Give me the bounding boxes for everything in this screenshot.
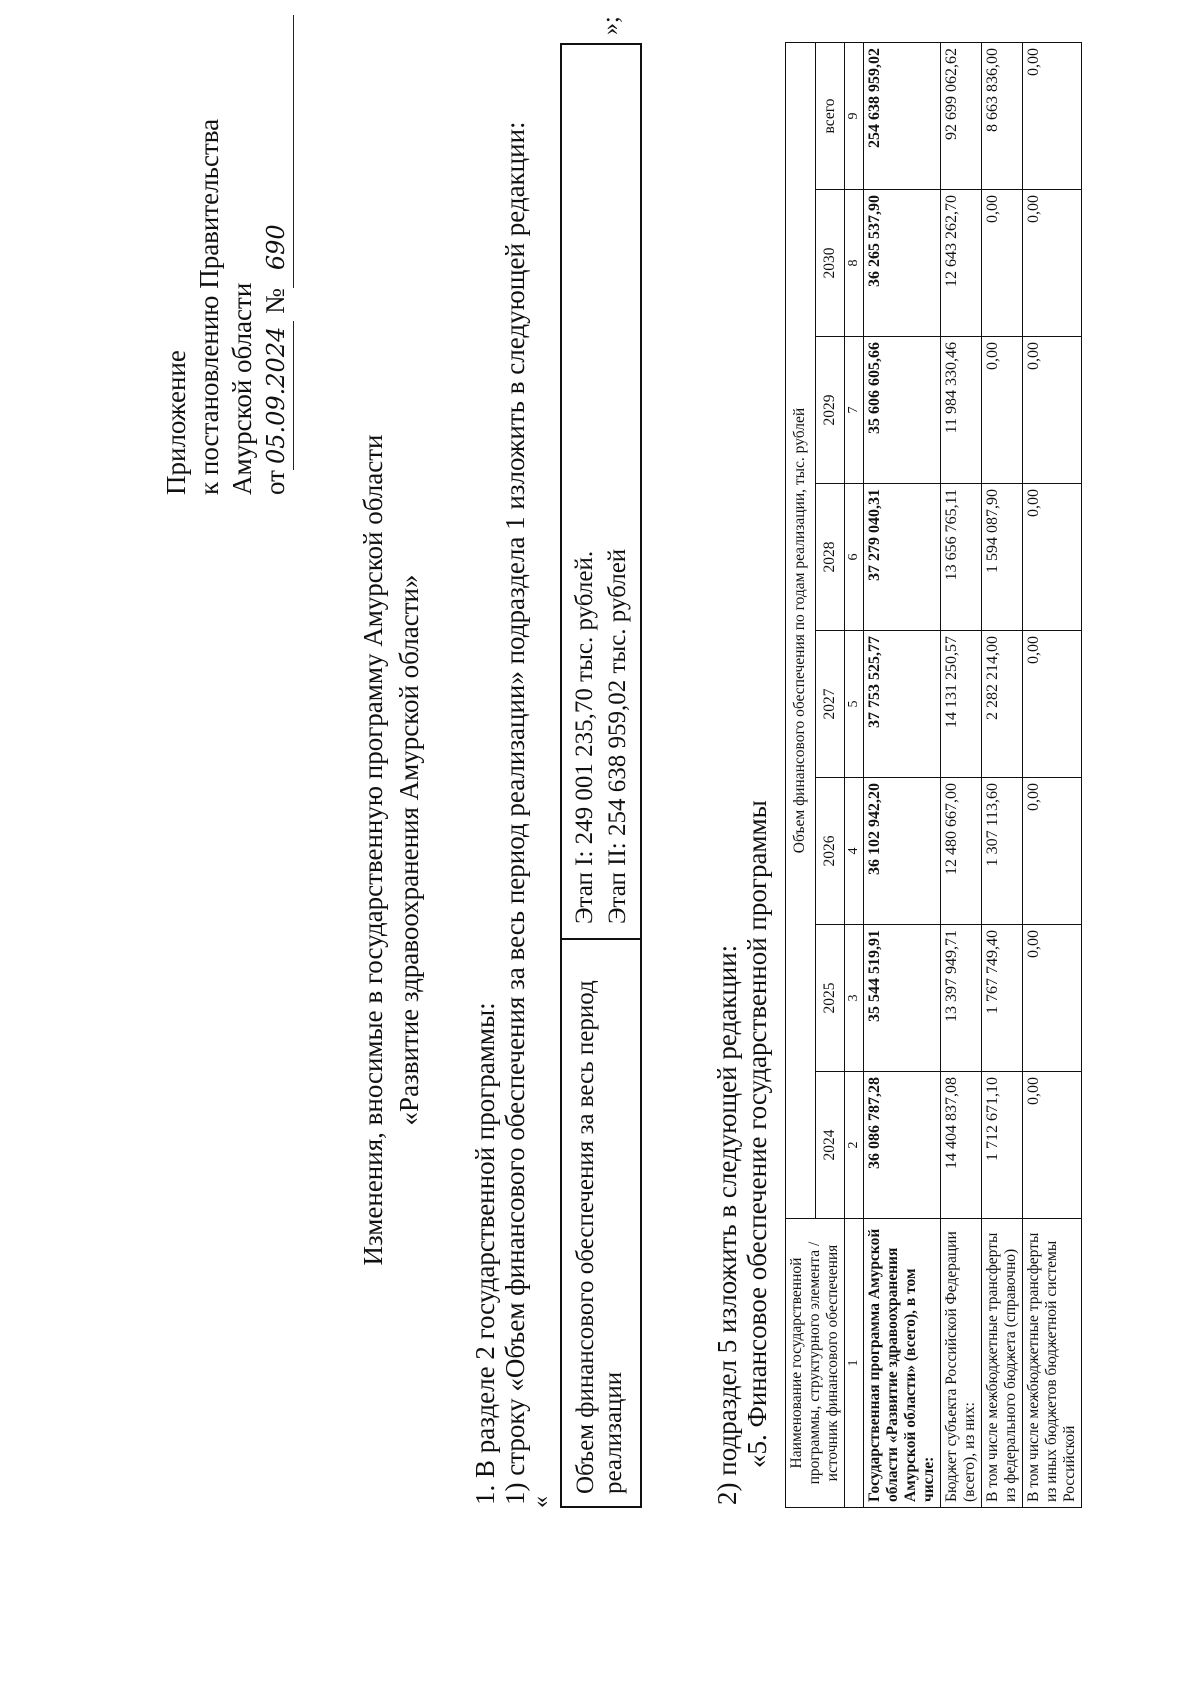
cell-value: 12 480 667,00 [941, 778, 982, 925]
col-index: 8 [845, 190, 864, 337]
cell-value: 0,00 [1023, 190, 1082, 337]
cell-value: 35 606 605,66 [864, 337, 941, 484]
year-2026: 2026 [815, 778, 845, 925]
cell-value: 92 699 062,62 [941, 43, 982, 190]
cell-value: 254 638 959,02 [864, 43, 941, 190]
cell-value: 35 544 519,91 [864, 925, 941, 1072]
cell-value: 0,00 [1023, 337, 1082, 484]
cell-value: 0,00 [1023, 43, 1082, 190]
year-2030: 2030 [815, 190, 845, 337]
table-row [941, 43, 982, 1508]
section-2-heading: «5. Финансовое обеспечение государственной программы [742, 800, 772, 1468]
number-label: № [260, 288, 290, 314]
appendix-date-line [259, 15, 294, 495]
cell-value: 0,00 [1023, 484, 1082, 631]
cell-value: 36 086 787,28 [864, 1072, 941, 1219]
column-index-row [845, 43, 864, 1508]
funding-volume-label: Объем финансового обеспечения за весь период реализации [562, 938, 640, 1506]
open-quote: « [528, 1496, 554, 1508]
year-2027: 2027 [815, 631, 845, 778]
cell-value: 0,00 [982, 337, 1023, 484]
section-2-item-2: 2) подраздел 5 изложить в следующей редакции: [712, 944, 742, 1505]
cell-value: 0,00 [982, 190, 1023, 337]
col-index: 7 [845, 337, 864, 484]
cell-value: 14 404 837,08 [941, 1072, 982, 1219]
cell-value: 13 656 765,11 [941, 484, 982, 631]
title-line-1: Изменения, вносимые в государственную программу Амурской области [358, 434, 388, 1266]
year-total: всего [815, 43, 845, 190]
financing-table [785, 42, 1082, 1508]
cell-value: 36 102 942,20 [864, 778, 941, 925]
row-name: Государственная программа Амурской области «Развитие здравоохранения Амурской области» (всего), в том числе: [864, 1219, 941, 1508]
header-group: Объем финансового обеспечения по годам реализации, тыс. рублей [786, 43, 816, 1219]
stage-2: Этап II: 254 638 959,02 тыс. рублей [604, 548, 631, 924]
title-line-2: «Развитие здравоохранения Амурской области» [394, 574, 424, 1126]
close-quote: »; [598, 16, 624, 35]
cell-value: 1 307 113,60 [982, 778, 1023, 925]
handwritten-date: 05.09.2024 [260, 321, 294, 470]
appendix-line-2: к постановлению Правительства [194, 118, 224, 495]
appendix-line-3: Амурской области [227, 282, 257, 495]
cell-value: 0,00 [1023, 1072, 1082, 1219]
appendix-header [160, 15, 294, 495]
cell-value: 14 131 250,57 [941, 631, 982, 778]
row-name: В том числе межбюджетные трансферты из федерального бюджета (справочно) [982, 1219, 1023, 1508]
cell-value: 2 282 214,00 [982, 631, 1023, 778]
document-title [355, 300, 427, 1400]
header-name: Наименование государственной программы, структурного элемента / источник финансового обеспечения [786, 1219, 845, 1508]
cell-value: 8 663 836,00 [982, 43, 1023, 190]
col-index: 1 [845, 1219, 864, 1508]
funding-volume-stages [562, 45, 640, 938]
cell-value: 0,00 [1023, 925, 1082, 1072]
col-index: 6 [845, 484, 864, 631]
section-1-heading: 1. В разделе 2 государственной программы: [470, 1002, 500, 1505]
funding-volume-box [560, 43, 642, 1508]
cell-value: 13 397 949,71 [941, 925, 982, 1072]
col-index: 9 [845, 43, 864, 190]
cell-value: 12 643 262,70 [941, 190, 982, 337]
cell-value: 1 594 087,90 [982, 484, 1023, 631]
table-row [982, 43, 1023, 1508]
cell-value: 1 712 671,10 [982, 1072, 1023, 1219]
row-name: Бюджет субъекта Российской Федерации (всего), из них: [941, 1219, 982, 1508]
col-index: 3 [845, 925, 864, 1072]
col-index: 4 [845, 778, 864, 925]
cell-value: 37 753 525,77 [864, 631, 941, 778]
from-label: от [260, 470, 290, 495]
cell-value: 36 265 537,90 [864, 190, 941, 337]
row-name: В том числе межбюджетные трансферты из иных бюджетов бюджетной системы Российской [1023, 1219, 1082, 1508]
table-row [1023, 43, 1082, 1508]
stage-1: Этап I: 249 001 235,70 тыс. рублей. [571, 550, 598, 924]
cell-value: 0,00 [1023, 778, 1082, 925]
cell-value: 0,00 [1023, 631, 1082, 778]
cell-value: 37 279 040,31 [864, 484, 941, 631]
year-2025: 2025 [815, 925, 845, 1072]
year-2028: 2028 [815, 484, 845, 631]
year-2024: 2024 [815, 1072, 845, 1219]
section-1-item-1: 1) строку «Объем финансового обеспечения за весь период реализации» подраздела 1 изложить в следующей редакции: [500, 121, 530, 1505]
year-2029: 2029 [815, 337, 845, 484]
handwritten-number: 690 [260, 15, 294, 288]
table-row [864, 43, 941, 1508]
cell-value: 1 767 749,40 [982, 925, 1023, 1072]
col-index: 5 [845, 631, 864, 778]
cell-value: 11 984 330,46 [941, 337, 982, 484]
appendix-line-1: Приложение [161, 350, 191, 495]
col-index: 2 [845, 1072, 864, 1219]
